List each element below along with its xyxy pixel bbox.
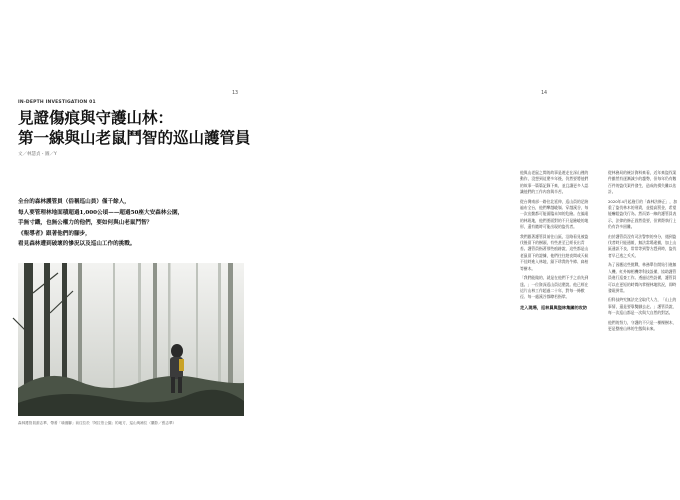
left-page xyxy=(0,0,260,500)
lead-paragraph xyxy=(18,197,218,250)
lead-line: 看見森林遭到破壞的慘況以及巡山工作的挑戰。 xyxy=(18,241,136,247)
right-page xyxy=(260,0,678,500)
misty-forest-illustration xyxy=(18,263,244,416)
body-paragraph: 由於護管員沒有司法警察的身分，遇到盜伐者時只能通報，無法當場逮捕，加上山區通訊不良，常常等到警方趕到時，盜伐者早已逃之夭夭。 xyxy=(608,233,677,258)
body-paragraph: 他們的努力，守護的不只是一棵棵樹木，更是整座山林的生態與未來。 xyxy=(608,319,677,331)
body-paragraph: 為了因應這些挑戰，林務單位開始引進無人機、紅外線相機等科技設備，協助護管員進行巡查工作。透過這些設備，護管員可以在更短的時間內掌握林地狀況，即時發現異常。 xyxy=(608,262,677,293)
body-paragraph: 但科技終究無法完全取代人力，「山上的事情，還是要靠雙腳去走。」護管員說，每一次巡山都是一次與大自然的對話。 xyxy=(608,297,677,316)
body-paragraph: 從林務局的統計資料來看，近年來盜伐案件雖然有逐漸減少的趨勢，但每年仍有數百件的盜伐案件發生，造成的損失難以估計。 xyxy=(608,170,677,195)
page-number-left: 13 xyxy=(232,90,239,96)
title-line: 見證傷痕與守護山林： xyxy=(18,108,174,127)
body-paragraph: 從台灣南部一路往北延伸，巡山員的足跡遍布全台，他們攀越峻嶺、穿越溪谷，每一次出勤都可能面臨未知的危險。在偏遠的林班地，他們要面對的不只是險峻的地形，還有隨時可能出現的盜伐者。 xyxy=(520,198,589,230)
page-number-right: 14 xyxy=(541,90,548,96)
section-subhead: 走入現場，巡林員與盜林集團的攻防 xyxy=(520,304,588,310)
body-paragraph: 我們跟著護管員前往山區，沿路看見被盜伐後留下的樹頭，有些甚至已經長出青苔。護管員指著那些痕跡說，這些都是山老鼠留下的證據，他們往往趁夜間或天候不佳時進入林地，鋸下珍貴的牛樟、扁柏等樹木。 xyxy=(520,233,589,271)
section-kicker: IN-DEPTH INVESTIGATION 01 xyxy=(18,100,96,105)
lead-line: 每人要管理林地面積超過1,000公頃——超過50座大安森林公園， xyxy=(18,209,184,216)
byline: 文／林慧貞・圖／Y xyxy=(18,152,57,157)
body-paragraph: 2020年4月起施行的「森林法修正」，加重了盜伐林木的刑責，並提高罰金，希望能嚇阻盜伐行為。然而第一線的護管員表示，法律的修正固然重要，但實際執行上仍有許多困難。 xyxy=(608,198,678,230)
photo-caption: 森林護管員游志華，帶著「瑜伽腳」前往位於「阿拉伯公園」的地方，巡山與補位（攝影／張志華） xyxy=(18,421,177,425)
body-paragraph: 他與山老鼠之間的故事是遊走在深山裡的動作，沒想到這麼多年後，仍然要將他們的故事一篇篇記錄下來，並且讓更多人認識他們的工作內容與辛苦。 xyxy=(520,170,589,195)
body-column-1 xyxy=(520,170,592,314)
lead-line: 手無寸鐵，也無公權力的他們，要如何與山老鼠鬥智？ xyxy=(18,220,153,226)
lead-line: 《報導者》跟著他們的腳步， xyxy=(18,230,91,237)
lead-line: 全台的森林護管員（俗稱巡山員）僅千餘人， xyxy=(18,199,130,205)
title-line: 第一線與山老鼠鬥智的巡山護管員 xyxy=(18,128,251,147)
article-title xyxy=(18,108,251,148)
forest-photo xyxy=(18,263,244,416)
body-column-2 xyxy=(608,170,680,335)
body-paragraph: 「我們能做的，就是在他們下手之前先到達。」一位資深巡山員這麼說。他已經在這片山林工作超過二十年，對每一條獸徑、每一處溪谷都瞭若指掌。 xyxy=(520,275,589,300)
